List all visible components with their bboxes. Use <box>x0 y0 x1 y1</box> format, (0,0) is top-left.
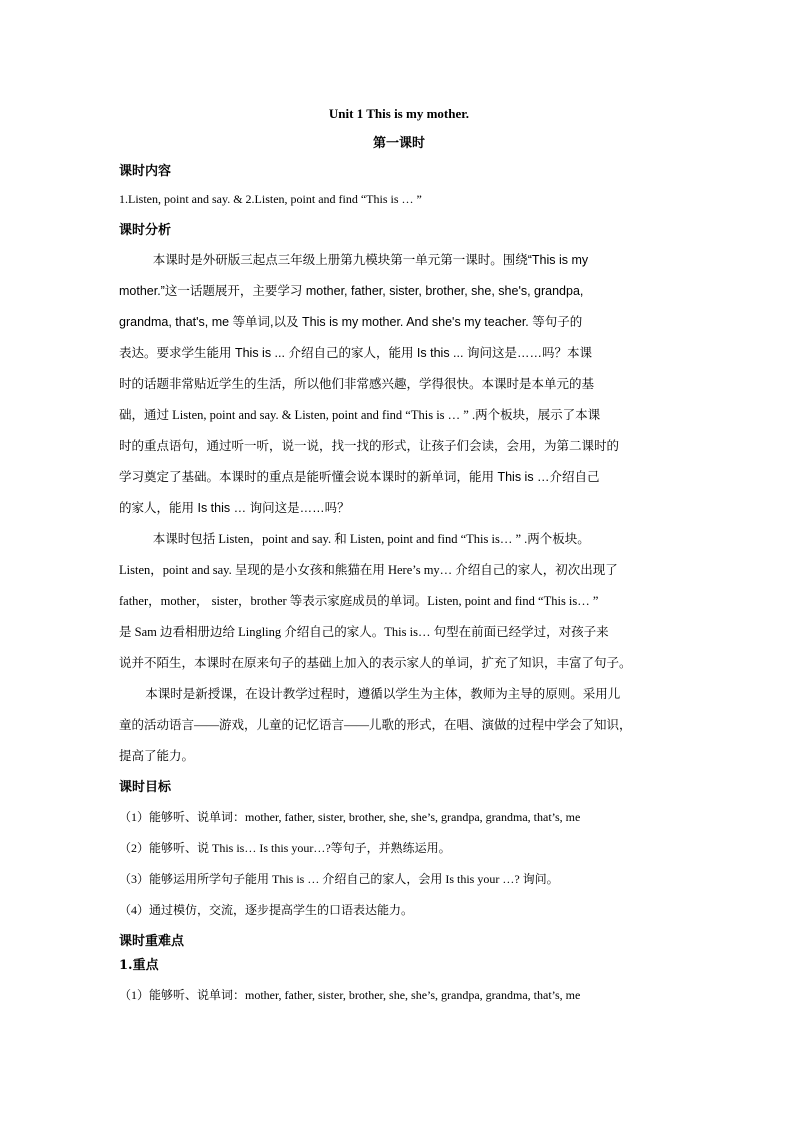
document-page <box>119 100 679 1011</box>
analysis-p2-line: 是 Sam 边看相册边给 Lingling 介绍自己的家人。This is… 句型在前面已经学过，对孩子来 <box>119 625 609 639</box>
analysis-p1-line: mother.”这一话题展开，主要学习 mother, father, sister, brother, she, she's, grandpa, <box>119 284 584 298</box>
goal-item: （2）能够听、说 This is… Is this your…?等句子，并熟练运用。 <box>119 841 451 855</box>
analysis-p1-line: 本课时是外研版三起点三年级上册第九模块第一单元第一课时。围绕“This is my <box>152 253 589 267</box>
goal-item: （1）能够听、说单词：mother, father, sister, brother, she, she’s, grandpa, grandma, that’s, me <box>119 810 581 824</box>
document-title: Unit 1 This is my mother. <box>328 106 470 121</box>
analysis-p1-line: 的家人，能用 Is this … 询问这是……吗？ <box>119 501 350 515</box>
lesson-subtitle: 第一课时 <box>372 136 425 151</box>
key-points-subheading: 1.重点 <box>119 958 159 973</box>
analysis-paragraph-3 <box>119 679 679 772</box>
content-text: 1.Listen, point and say. & 2.Listen, point and find “This is … ” <box>119 192 422 206</box>
goals-list <box>119 802 679 926</box>
analysis-p1-line: 础，通过 Listen, point and say. & Listen, point and find “This is … ” .两个板块，展示了本课 <box>119 408 601 422</box>
analysis-paragraph-2 <box>119 524 679 679</box>
goals-heading: 课时目标 <box>119 780 172 795</box>
key-points-list <box>119 980 679 1011</box>
analysis-p3-line: 本课时是新授课，在设计教学过程时，遵循以学生为主体，教师为主导的原则。采用儿 <box>145 687 621 701</box>
analysis-paragraph-1 <box>119 245 679 524</box>
goal-item: （4）通过模仿，交流，逐步提高学生的口语表达能力。 <box>119 903 414 917</box>
analysis-p1-line: 表达。要求学生能用 This is ... 介绍自己的家人，能用 Is this ... 询问这是……吗？本课 <box>119 346 592 360</box>
key-point-item: （1）能够听、说单词：mother, father, sister, brother, she, she’s, grandpa, grandma, that’s, me <box>119 988 581 1002</box>
analysis-p1-line: grandma, that's, me 等单词,以及 This is my mother. And she's my teacher. 等句子的 <box>119 315 583 329</box>
analysis-p1-line: 学习奠定了基础。本课时的重点是能听懂会说本课时的新单词，能用 This is …介绍自己 <box>119 470 600 484</box>
key-points-heading: 课时重难点 <box>119 934 185 949</box>
analysis-p2-line: Listen，point and say. 呈现的是小女孩和熊猫在用 Here’s my… 介绍自己的家人，初次出现了 <box>119 563 618 577</box>
content-heading: 课时内容 <box>119 164 172 179</box>
analysis-p2-line: father，mother， sister，brother 等表示家庭成员的单词。Listen, point and find “This is… ” <box>119 594 599 608</box>
analysis-p3-line: 童的活动语言——游戏，儿童的记忆语言——儿歌的形式，在唱、演做的过程中学会了知识， <box>119 718 632 732</box>
analysis-p1-line: 时的重点语句，通过听一听，说一说，找一找的形式，让孩子们会读，会用，为第二课时的 <box>119 439 620 453</box>
analysis-p2-line: 本课时包括 Listen，point and say. 和 Listen, point and find “This is… ” .两个板块。 <box>152 532 590 546</box>
analysis-p3-line: 提高了能力。 <box>119 749 195 763</box>
goal-item: （3）能够运用所学句子能用 This is … 介绍自己的家人，会用 Is this your …? 询问。 <box>119 872 559 886</box>
analysis-p2-line: 说并不陌生，本课时在原来句子的基础上加入的表示家人的单词，扩充了知识，丰富了句子。 <box>119 656 632 670</box>
analysis-p1-line: 时的话题非常贴近学生的生活，所以他们非常感兴趣，学得很快。本课时是本单元的基 <box>119 377 595 391</box>
analysis-heading: 课时分析 <box>119 223 172 238</box>
